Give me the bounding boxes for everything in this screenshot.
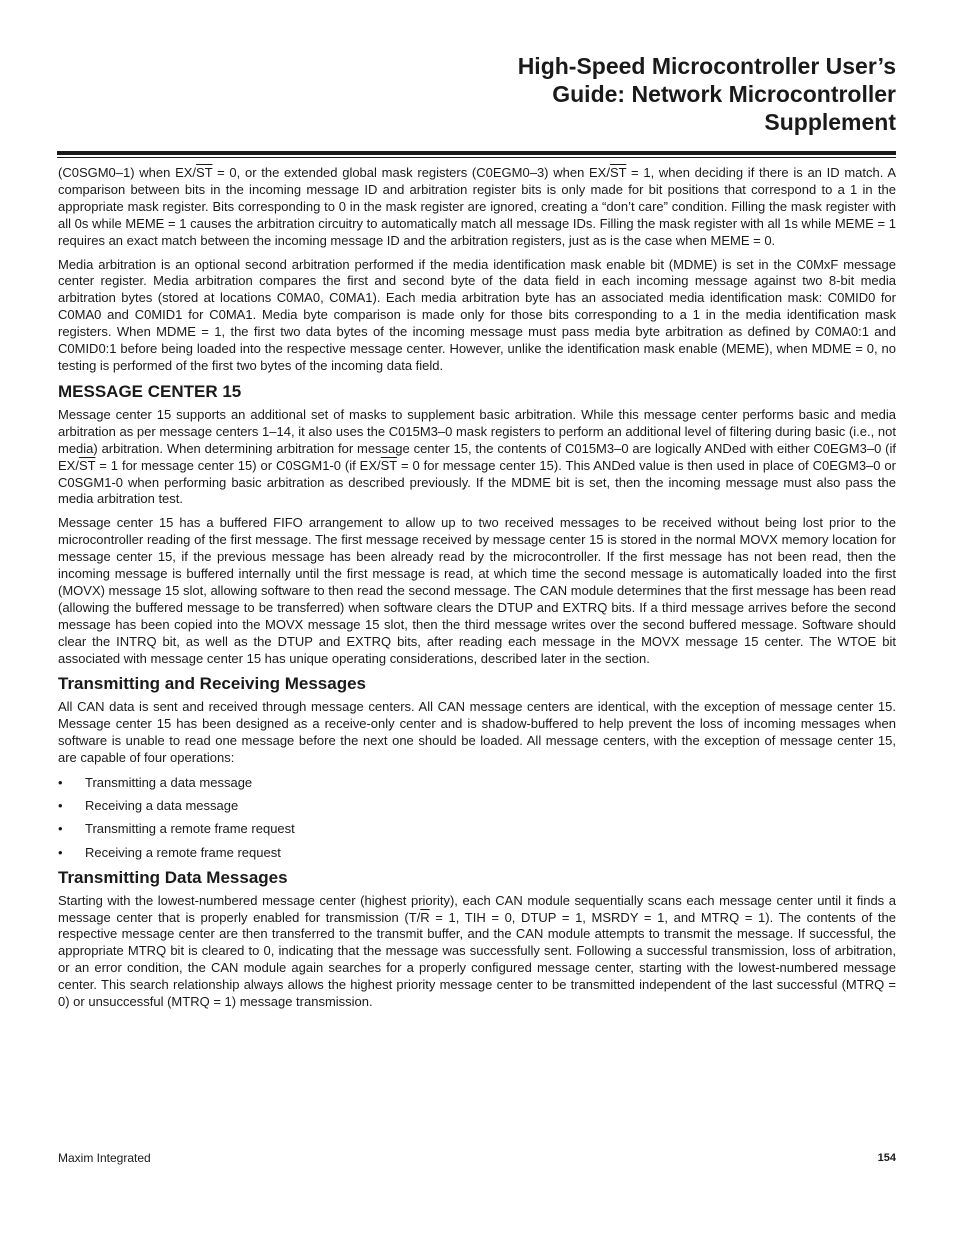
overline-text: $\overline{R}$: [420, 909, 430, 925]
list-item-label: Receiving a data message: [85, 798, 239, 814]
section-heading-transmitting-data: Transmitting Data Messages: [58, 867, 288, 887]
overline-text: $\overline{ST}$: [196, 165, 213, 180]
list-item: [58, 844, 896, 861]
page-title: [400, 52, 896, 136]
title-line-2: Guide: Network Microcontroller: [552, 81, 896, 107]
paragraph-mask-registers: [58, 165, 896, 250]
section-heading-message-center-15: MESSAGE CENTER 15: [58, 381, 242, 401]
list-item-label: Transmitting a data message: [85, 775, 253, 791]
text-run: = 0, or the extended global mask registers (C0EGM0–3) when EX/: [212, 165, 610, 180]
text-run: = 1, TIH = 0, DTUP = 1, MSRDY = 1, and MTRQ = 1). The contents of the respective message center are then transferred to the transmit buffer, and the CAN module attempts to transmit the message. If successful, the appropriate MTRQ bit is cleared to 0, indicating that the message was successfully sent. Following a successful transmission, loss of arbitration, or an error condition, the CAN module again searches for a properly configured message center, starting with the lowest-numbered message center. This search relationship always allows the highest priority message center to be transmitted independent of the last successful (MTRQ = 0) or unsuccessful (MTRQ = 1) message transmission.: [58, 909, 896, 1010]
list-item: [58, 797, 896, 814]
bullet-icon: •: [58, 844, 63, 860]
overline-text: $\overline{ST}$: [609, 165, 627, 180]
text-run: (C0SGM0–1) when EX/: [58, 165, 197, 180]
title-line-3: Supplement: [764, 109, 896, 135]
bullet-icon: •: [58, 821, 63, 837]
text-run: = 1 for message center 15) or C0SGM1-0 (if EX/: [95, 457, 381, 473]
paragraph-media-arbitration: Media arbitration is an optional second arbitration performed if the media identification mask enable bit (MDME) is set in the C0MxF message center register. Media arbitration compares the first and second byte of the data field in each incoming message against two 8-bit media arbitration bytes (stored at locations C0MA0, C0MA1). Each media arbitration byte has an associated media identification mask: C0MID0 for C0MA0 and C0MID1 for C0MA1. Media byte comparison is made only for those bits corresponding to a 1 in the media identification mask registers. When MDME = 1, the first two data bytes of the incoming message must pass media byte arbitration as defined by C0MA0:1 and C0MID0:1 before being loaded into the respective message center. However, unlike the identification mask enable (MEME), when MDME = 0, no testing is performed of the first two bytes of the incoming data field.: [58, 256, 896, 373]
footer-page-number: 154: [877, 1152, 896, 1164]
list-item: [58, 820, 896, 837]
paragraph-mc15-masks: [58, 407, 896, 508]
list-item-label: Transmitting a remote frame request: [85, 821, 295, 837]
bullet-icon: •: [58, 798, 63, 814]
text-run: = 0 for message center 15). This ANDed value is then used in place of C0EGM3–0 or C0SGM1-0 when performing basic arbitration as described previously. If the MDME bit is set, then the incoming message must also pass the media arbitration test.: [58, 457, 896, 507]
text-run: = 1, when deciding if there is an ID match. A comparison between bits in the incoming message ID and arbitration register bits is only made for bit positions that correspond to a 1 in the appropriate mask register. Bits corresponding to 0 in the mask register are ignored, creating a “don’t care” condition. Filling the mask register with all 0s while MEME = 1 causes the arbitration circuitry to automatically match all message IDs. Filling the mask register with all 1s while MEME = 1 requires an exact match between the incoming message ID and the arbitration registers, just as is the case when MEME = 0.: [58, 165, 896, 248]
paragraph-transmitting-data: [58, 893, 896, 1011]
title-line-1: High-Speed Microcontroller User’s: [517, 53, 896, 79]
text-run: Message center 15 supports an additional set of masks to supplement basic arbitration. While this message center performs basic and media arbitration as per message centers 1–14, it also uses the C015M3–0 mask registers to perform an additional level of filtering during basic (i.e., not media) arbitration. When determining arbitration for message center 15, the contents of C015M3–0 are logically ANDed with either C0EGM3–0 (if EX/: [58, 406, 896, 473]
paragraph-mc15-fifo: Message center 15 has a buffered FIFO arrangement to allow up to two received messages to be received without being lost prior to the microcontroller reading of the first message. The first message received by message center 15 is stored in the normal MOVX memory location for message center 15, if the previous message has been already read by the microcontroller. If the first message has not been read, then the incoming message is buffered internally until the first message is read, at which time the second message is automatically loaded into the first (MOVX) message 15 slot, allowing software to then read the second message. The CAN module determines that the first message has been read (allowing the buffered message to be transferred) when software clears the DTUP and EXTRQ bits. If a third message arrives before the second message has been copied into the MOVX message 15 slot, then the third message writes over the second buffered message. Software should clear the INTRQ bit, as well as the DTUP and EXTRQ bits, after reading each message in the MOVX message 15 center. The WTOE bit associated with message center 15 has unique operating considerations, described later in the section.: [58, 515, 896, 666]
overline-text: $\overline{ST}$: [78, 457, 96, 473]
header-rule-thick: [57, 151, 896, 155]
section-heading-transmitting-receiving: Transmitting and Receiving Messages: [58, 674, 366, 694]
bullet-icon: •: [58, 775, 63, 791]
header-rule-thin: [57, 157, 896, 158]
operations-list: [58, 774, 896, 861]
list-item-label: Receiving a remote frame request: [85, 844, 281, 860]
overline-text: $\overline{ST}$: [380, 457, 398, 473]
paragraph-message-centers: All CAN data is sent and received through message centers. All CAN message centers are identical, with the exception of message center 15. Message center 15 has been designed as a receive-only center and is shadow-buffered to help prevent the loss of incoming messages when software is unable to read one message before the next one should be loaded. All message centers, with the exception of message center 15, are capable of four operations:: [58, 699, 896, 766]
text-run: Starting with the lowest-numbered message center (highest priority), each CAN module sequentially scans each message center until it finds a message center that is properly enabled for transmission (T/: [58, 892, 896, 925]
list-item: [58, 774, 896, 791]
footer-company: Maxim Integrated: [58, 1151, 151, 1165]
document-body: [58, 165, 896, 1018]
